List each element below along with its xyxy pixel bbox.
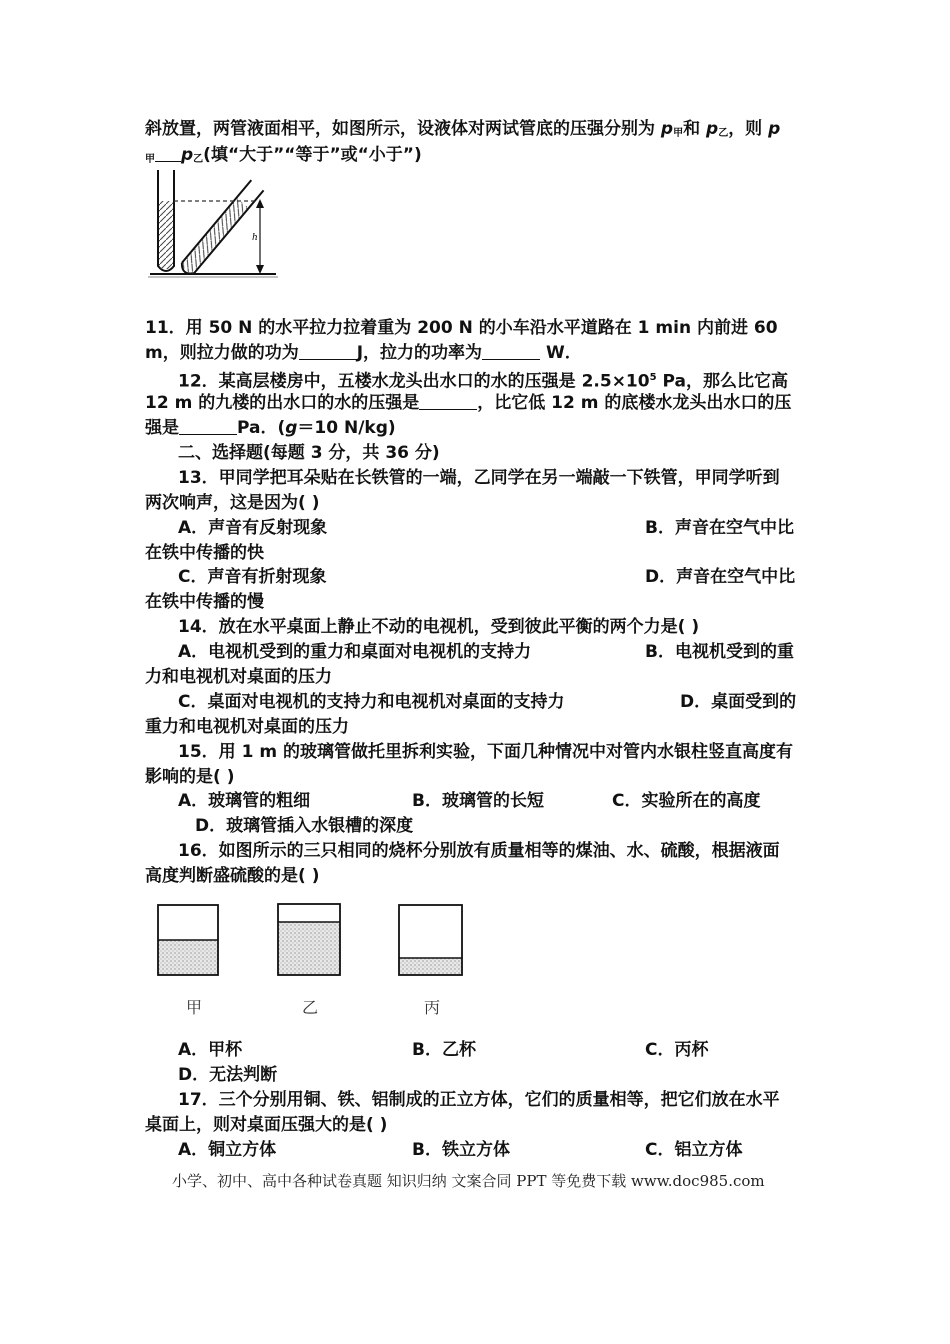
beaker-jia [158, 905, 218, 975]
q13-line1: 13．甲同学把耳朵贴在长铁管的一端，乙同学在另一端敲一下铁管，甲同学听到 [178, 468, 780, 488]
q17-line2: 桌面上，则对桌面压强大的是( ) [145, 1115, 388, 1135]
q15-option-a: A．玻璃管的粗细 [178, 791, 311, 811]
q16-line1: 16．如图所示的三只相同的烧杯分别放有质量相等的煤油、水、硫酸，根据液面 [178, 841, 780, 861]
beaker-bing [399, 905, 462, 975]
beaker-yi [278, 904, 340, 975]
answer-blank[interactable] [179, 418, 237, 435]
q13-option-d-cont: 在铁中传播的慢 [145, 592, 264, 612]
q14-option-d-cont: 重力和电视机对桌面的压力 [145, 717, 349, 737]
height-label: h [252, 233, 258, 243]
q16-option-a: A．甲杯 [178, 1040, 243, 1060]
q10-line2: $_甲$ $p_乙$(填“大于”“等于”或“小于”) [145, 145, 422, 165]
q17-line1: 17．三个分别用铜、铁、铝制成的正立方体，它们的质量相等，把它们放在水平 [178, 1090, 780, 1110]
q16-line2: 高度判断盛硫酸的是( ) [145, 866, 320, 886]
beaker-label-jia: 甲 [186, 998, 203, 1017]
q13-option-c: C．声音有折射现象 [178, 567, 327, 587]
test-tube-figure [148, 168, 278, 283]
q10-line1: 斜放置，两管液面相平，如图所示，设液体对两试管底的压强分别为 $p_甲$和 $p_乙$，则 p [145, 119, 781, 139]
q14-line1: 14．放在水平桌面上静止不动的电视机，受到彼此平衡的两个力是( ) [178, 617, 700, 637]
q14-option-b-cont: 力和电视机对桌面的压力 [145, 667, 332, 687]
answer-blank[interactable] [419, 393, 477, 410]
q12-line2: 12 m 的九楼的出水口的水的压强是 ，比它低 12 m 的底楼水龙头出水口的压 [145, 393, 792, 413]
q14-option-c: C．桌面对电视机的支持力和电视机对桌面的支持力 [178, 692, 565, 712]
q14-option-b: B．电视机受到的重 [645, 642, 794, 662]
answer-blank[interactable] [482, 343, 540, 360]
q15-option-d: D．玻璃管插入水银槽的深度 [195, 816, 414, 836]
beaker-label-yi: 乙 [302, 998, 319, 1017]
q11-line1: 11．用 50 N 的水平拉力拉着重为 200 N 的小车沿水平道路在 1 min 内前进 60 [145, 318, 778, 338]
q15-option-b: B．玻璃管的长短 [412, 791, 544, 811]
page-footer: 小学、初中、高中各种试卷真题 知识归纳 文案合同 PPT 等免费下载 www.doc985.com [172, 1172, 765, 1190]
q13-option-a: A．声音有反射现象 [178, 518, 328, 538]
q15-option-c: C．实验所在的高度 [612, 791, 761, 811]
q13-option-d: D．声音在空气中比 [645, 567, 796, 587]
q17-option-c: C．铝立方体 [645, 1140, 743, 1160]
q12-line3: 强是 Pa．(g＝10 N/kg) [145, 418, 396, 438]
q16-option-d: D．无法判断 [178, 1065, 278, 1085]
q13-line2: 两次响声，这是因为( ) [145, 493, 320, 513]
answer-blank[interactable] [299, 343, 357, 360]
section-heading: 二、选择题(每题 3 分，共 36 分) [178, 443, 440, 463]
q15-line1: 15．用 1 m 的玻璃管做托里拆利实验，下面几种情况中对管内水银柱竖直高度有 [178, 742, 793, 762]
q14-option-d: D．桌面受到的 [680, 692, 797, 712]
q13-option-b: B．声音在空气中比 [645, 518, 794, 538]
answer-blank[interactable] [155, 145, 181, 162]
q14-option-a: A．电视机受到的重力和桌面对电视机的支持力 [178, 642, 532, 662]
q16-option-b: B．乙杯 [412, 1040, 476, 1060]
beaker-label-bing: 丙 [424, 998, 441, 1017]
beakers-figure [150, 900, 480, 980]
q11-line2: m，则拉力做的功为 J，拉力的功率为 W． [145, 343, 582, 363]
q15-line2: 影响的是( ) [145, 767, 235, 787]
q17-option-b: B．铁立方体 [412, 1140, 510, 1160]
q12-line1: 12．某高层楼房中，五楼水龙头出水口的水的压强是 $2.5\times 10^5$ Pa，那么比它高 [178, 371, 788, 392]
q13-option-b-cont: 在铁中传播的快 [145, 543, 264, 563]
q17-option-a: A．铜立方体 [178, 1140, 277, 1160]
q16-option-c: C．丙杯 [645, 1040, 709, 1060]
